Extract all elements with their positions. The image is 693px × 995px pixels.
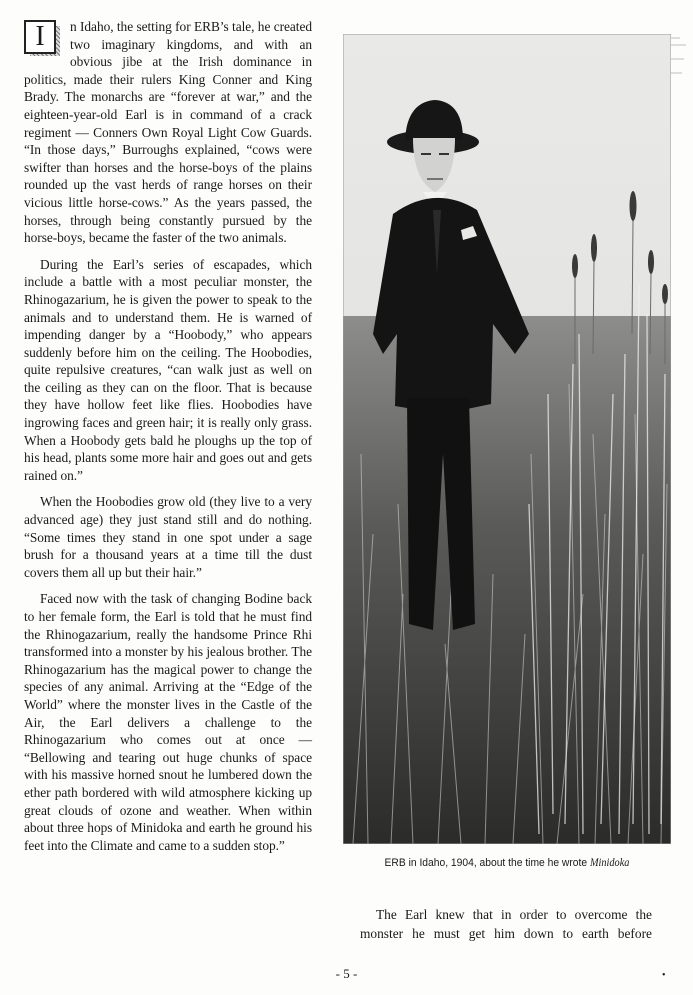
caption-text: ERB in Idaho, 1904, about the time he wrote [384, 857, 590, 869]
page-number: - 5 - [335, 966, 358, 981]
caption-book-title: Minidoka [589, 857, 630, 869]
scan-speck: • [662, 970, 666, 981]
continuation-paragraph: The Earl knew that in order to overcome the monster he must get him down to earth before [360, 907, 652, 941]
article-column [24, 18, 312, 863]
photo-illustration [343, 34, 671, 844]
drop-cap-box [24, 20, 64, 58]
paragraph-4: Faced now with the task of changing Bodine back to her female form, the Earl is told that he must find the Rhinogazarium, really the handsome Prince Rhi transformed into a monster by his jealous brother. The Rhinogazarium has the magical power to change the species of any animal. Arriving at the “Edge of the World” where the monster lives in the Castle of the Air, the Earl delivers a challenge to the Rhinogazarium who comes out at once — “Bellowing and tearing out huge chunks of space with his massive horned snout he lumbered down the ether path bordered with wild atmosphere kicking up great clouds of ozone and weather. When within about three hops of Minidoka and earth he ground his feet into the Climate and came to a sudden stop.” [24, 591, 312, 853]
photo-caption [356, 856, 658, 870]
continuation-column [360, 906, 652, 943]
drop-cap-letter: I [24, 20, 56, 54]
paragraph-2: During the Earl’s series of escapades, which include a battle with a most peculiar monster, the Rhinogazarium, he is given the power to speak to the animals and to understand them. He is warned of impending danger by a “Hoobody,” who appears suddenly before him on the ceiling. The Hoobodies, quite repulsive creatures, “can walk just as well on the ceiling as they can on the floor. That is because they have hollow feet like flies. Hoobodies have ingrowing faces and green hair; it is really only grass. When a Hoobody gets bald he ploughs up the top of his head, plants some more hair and goes out and gets rained on.” [24, 256, 312, 483]
photograph [343, 34, 671, 844]
paragraph-1 [24, 18, 312, 247]
paragraph-1-text: n Idaho, the setting for ERB’s tale, he created two imaginary kingdoms, and with an obvious jibe at the Irish dominance in politics, made their rulers King Conner and King Brady. The monarchs are “forever at war,” and the eighteen-year-old Earl is in command of a crack regiment — Conners Own Royal Light Cow Guards. “In those days,” Burroughs explained, “cows were swifter than horses and the horse-boys of the plains rounded up the vast herds of range horses on their vicious little horse-cows.” As the years passed, the horses, through being constantly pursued by the horse-boys, became the faster of the two animals. [24, 19, 312, 246]
paragraph-3: When the Hoobodies grow old (they live to a very advanced age) they just stand still and do nothing. “Some times they stand in one spot under a sage brush for a thousand years at a time till the dust covers them all up but their hair.” [24, 494, 312, 580]
